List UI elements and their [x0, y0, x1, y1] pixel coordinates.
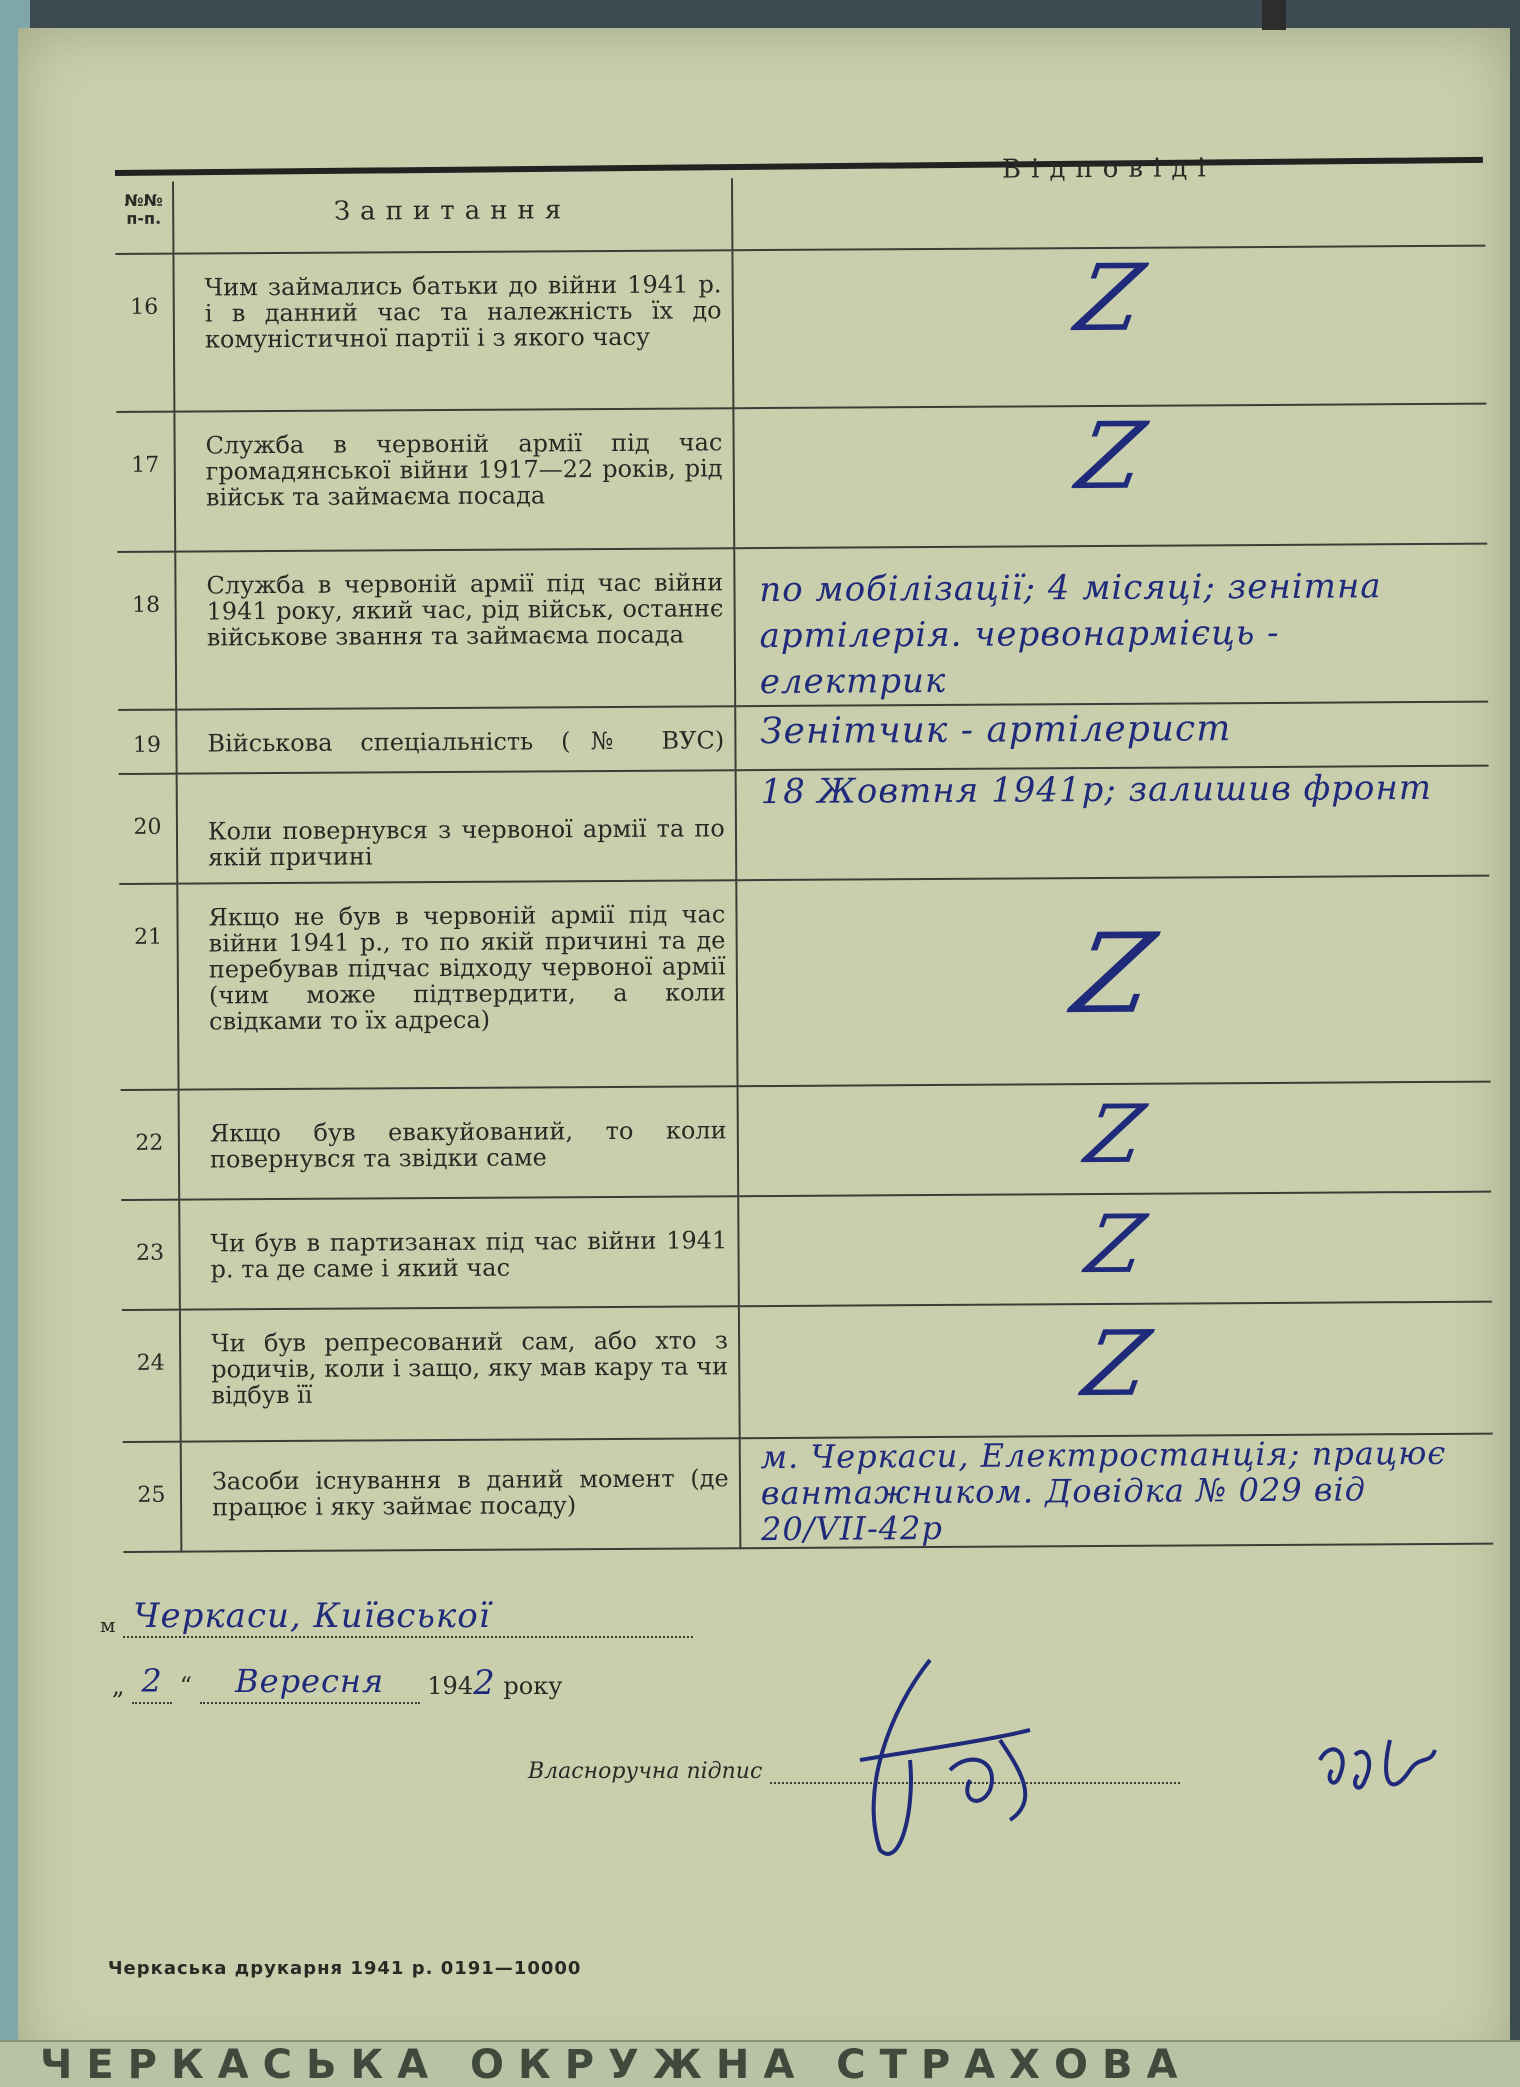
folder-cover-text: ЧЕРКАСЬКА ОКРУЖНА СТРАХОВА: [0, 2040, 1520, 2087]
row-answer: [736, 876, 1490, 1087]
table-row: [121, 1192, 1492, 1310]
row-number: 25: [123, 1442, 182, 1552]
year-prefix: 194: [427, 1672, 474, 1700]
city-prefix: м: [100, 1613, 116, 1637]
z-dash-mark: Z: [1076, 1311, 1157, 1418]
row-answer: по мобілізації; 4 місяці; зенітна артілерія. червонармієць - електрик: [734, 544, 1488, 707]
initials-mark: [1310, 1720, 1450, 1820]
date-day: 2: [132, 1660, 172, 1704]
date-line: [112, 1660, 632, 1704]
row-question: Чи був репресований сам, або хто з родичів, коли і защо, яку мав кару та чи відбув її: [180, 1306, 740, 1441]
row-number: 20: [119, 774, 178, 884]
row-number: 17: [116, 412, 175, 552]
z-dash-mark: Z: [1079, 1197, 1152, 1292]
header-num: №№ п-п.: [115, 182, 173, 254]
row-question: Засоби існування в даний момент (де працює і яку займає посаду): [181, 1438, 740, 1551]
header-answers: [732, 153, 1486, 251]
row-number: 24: [122, 1310, 181, 1442]
table-row: [123, 1434, 1494, 1552]
table-header: [115, 174, 1485, 254]
year-suffix: року: [503, 1672, 563, 1700]
row-question: Якщо не був в червоній армії під час війни 1941 р., то по якій причині та де перебував підчас відходу червоної армії (чим може підтвердити, а коли свідками то їх адреса): [177, 880, 737, 1089]
questionnaire-table: [115, 153, 1493, 1553]
row-number: 16: [115, 254, 174, 412]
row-number: 19: [118, 710, 176, 774]
city-value: Черкаси, Київської: [123, 1596, 693, 1638]
year-digit: 2: [473, 1663, 496, 1703]
z-dash-mark: Z: [1068, 244, 1151, 353]
date-month: Вересня: [200, 1660, 420, 1704]
table-row: [122, 1302, 1493, 1442]
table-row: [119, 766, 1490, 884]
row-question: Служба в червоній армії під час війни 1941 року, який час, рід військ, останнє військове звання та займаєма посада: [175, 548, 735, 709]
row-answer: Зенітчик - артілерист: [735, 702, 1489, 771]
header-questions: Запитання: [173, 178, 732, 253]
row-question: Чим займались батьки до війни 1941 р. і в данний час та належність їх до комуністичної партії і з якого часу: [173, 250, 733, 411]
signature-label: Власноручна підпис: [528, 1759, 763, 1784]
header-answers-label: Відповіді: [1001, 153, 1216, 185]
row-answer: 18 Жовтня 1941р; залишив фронт: [735, 766, 1489, 881]
table-row: [115, 246, 1486, 412]
handwritten-signature: [800, 1650, 1060, 1880]
date-open-quote: „: [112, 1672, 125, 1700]
row-answer: [738, 1192, 1492, 1307]
row-answer: [733, 404, 1487, 549]
printer-imprint: Черкаська друкарня 1941 р. 0191—10000: [108, 1958, 582, 1979]
row-answer: [739, 1302, 1493, 1439]
table-row: [121, 1082, 1492, 1200]
z-dash-mark: Z: [1069, 402, 1152, 511]
row-question: Військова спеціальність (№ ВУС): [176, 706, 735, 773]
z-dash-mark: Z: [1064, 909, 1163, 1039]
row-number: 21: [119, 884, 178, 1090]
binder-clip: [1262, 0, 1286, 30]
row-question: Чи був в партизанах під час війни 1941 р. та де саме і який час: [179, 1196, 738, 1309]
row-question: Коли повернувся з червоної армії та по якій причині: [177, 770, 736, 883]
row-question: Служба в червоній армії під час громадянської війни 1917—22 років, рід військ та займаєма посада: [174, 408, 734, 551]
table-row: [119, 876, 1490, 1090]
row-answer: [737, 1082, 1491, 1197]
row-number: 23: [121, 1200, 180, 1310]
row-number: 22: [121, 1090, 180, 1200]
row-number: 18: [117, 552, 176, 710]
table-row: [116, 404, 1487, 552]
z-dash-mark: Z: [1079, 1087, 1151, 1182]
row-answer: [732, 246, 1486, 409]
date-close-quote: “: [179, 1672, 192, 1700]
table-row: [118, 702, 1488, 774]
table-row: [117, 544, 1488, 710]
row-answer: м. Черкаси, Електростанція; працює вантажником. Довідка № 029 від 20/VII-42р: [739, 1434, 1493, 1549]
row-question: Якщо був евакуйований, то коли повернувся та звідки саме: [179, 1086, 738, 1199]
city-line: [100, 1596, 700, 1638]
